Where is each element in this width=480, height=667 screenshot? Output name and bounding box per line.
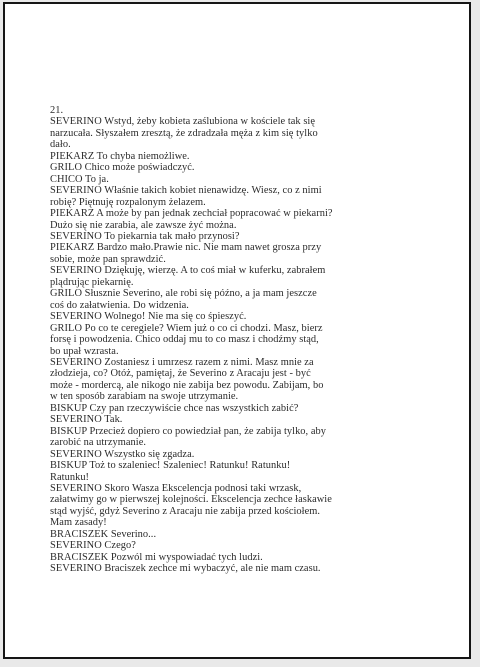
dialogue-line: załatwimy go w pierwszej kolejności. Ekscelencja zechce łaskawie: [50, 494, 332, 506]
dialogue-line: SEVERINO Wolnego! Nie ma się co śpieszyć.: [50, 311, 247, 323]
dialogue-line: SEVERINO Skoro Wasza Ekscelencja podnosi taki wrzask,: [50, 482, 302, 494]
script-page-text: [50, 105, 430, 575]
dialogue-line: GRILO Słusznie Severino, ale robi się późno, a ja mam jeszcze: [50, 288, 317, 300]
dialogue-line: PIEKARZ A może by pan jednak zechciał popracować w piekarni?: [50, 208, 333, 220]
dialogue-line: narzucała. Słyszałem zresztą, że zdradzała męża z kim się tylko: [50, 127, 318, 139]
dialogue-line: BISKUP Czy pan rzeczywiście chce nas wszystkich zabić?: [50, 402, 299, 414]
dialogue-line: SEVERINO Wstyd, żeby kobieta zaślubiona w kościele tak się: [50, 116, 316, 128]
dialogue-line: GRILO Chico może poświadczyć.: [50, 162, 195, 174]
dialogue-line: SEVERINO Właśnie takich kobiet nienawidzę. Wiesz, co z nimi: [50, 185, 322, 197]
paper-sheet: [3, 2, 471, 659]
dialogue-line: SEVERINO Tak.: [50, 414, 123, 426]
dialogue-line: zarobić na utrzymanie.: [50, 437, 147, 449]
dialogue-line: sobie, może pan sprawdzić.: [50, 253, 166, 265]
dialogue-line: BRACISZEK Pozwól mi wyspowiadać tych ludzi.: [50, 551, 263, 563]
dialogue-line: dało.: [50, 139, 71, 151]
dialogue-line: CHICO To ja.: [50, 173, 109, 185]
dialogue-line: plądrując piekarnię.: [50, 276, 134, 288]
dialogue-line: SEVERINO To piekarnia tak mało przynosi?: [50, 230, 240, 242]
dialogue-line: BISKUP Toż to szaleniec! Szaleniec! Ratunku! Ratunku!: [50, 460, 291, 472]
dialogue-line: coś do załatwienia. Do widzenia.: [50, 299, 189, 311]
dialogue-line: forsę i powodzenia. Chico oddaj mu to co masz i chodźmy stąd,: [50, 334, 319, 346]
dialogue-line: może - mordercą, ale nikogo nie zabija bez powodu. Zabijam, bo: [50, 379, 324, 391]
dialogue-line: SEVERINO Dziękuję, wierzę. A to coś miał w kuferku, zabrałem: [50, 265, 326, 277]
dialogue-lines: [50, 116, 430, 574]
dialogue-line: Ratunku!: [50, 471, 90, 483]
page-number: 21.: [50, 105, 64, 116]
dialogue-line: SEVERINO Czego?: [50, 540, 136, 552]
dialogue-line: GRILO Po co te ceregiele? Wiem już o co ci chodzi. Masz, bierz: [50, 322, 323, 334]
dialogue-line: stąd wyjść, gdyż Severino z Aracaju nie zabija przed kościołem.: [50, 505, 321, 517]
dialogue-line: BISKUP Przecież dopiero co powiedział pan, że zabija tylko, aby: [50, 425, 327, 437]
dialogue-line: Mam zasady!: [50, 517, 107, 529]
dialogue-line: bo upał wzrasta.: [50, 345, 119, 357]
dialogue-line: PIEKARZ To chyba niemożliwe.: [50, 150, 190, 162]
dialogue-line: Dużo się nie zarabia, ale zawsze żyć można.: [50, 219, 237, 231]
dialogue-line: w ten sposób zarabiam na swoje utrzymanie.: [50, 391, 239, 403]
dialogue-line: SEVERINO Wszystko się zgadza.: [50, 448, 195, 460]
dialogue-line: SEVERINO Braciszek zechce mi wybaczyć, ale nie mam czasu.: [50, 563, 321, 575]
dialogue-line: robię? Piętnuję rozpalonym żelazem.: [50, 196, 206, 208]
dialogue-line: PIEKARZ Bardzo mało.Prawie nic. Nie mam nawet grosza przy: [50, 242, 322, 254]
dialogue-line: SEVERINO Zostaniesz i umrzesz razem z nimi. Masz mnie za: [50, 356, 314, 368]
dialogue-line: BRACISZEK Severino...: [50, 528, 157, 540]
dialogue-line: złodzieja, co? Otóż, pamiętaj, że Severino z Aracaju jest - być: [50, 368, 311, 380]
